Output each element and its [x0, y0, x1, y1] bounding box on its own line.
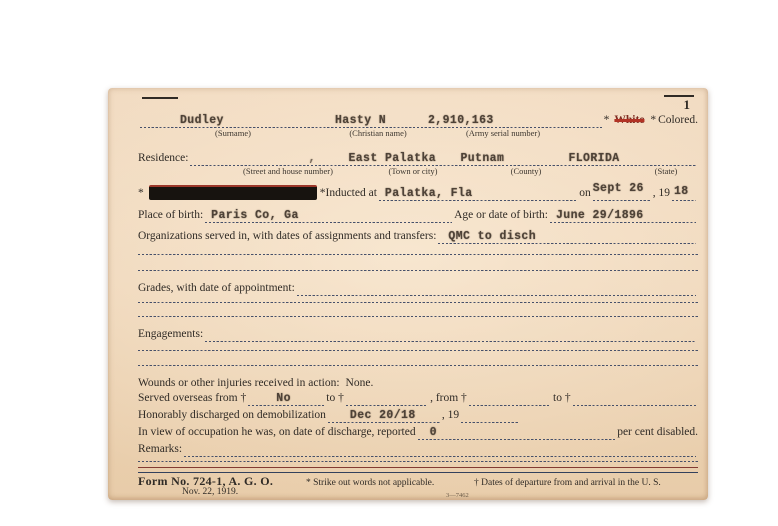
form-number: Form No. 724-1, A. G. O.	[138, 474, 274, 488]
on-label: on	[579, 186, 591, 199]
percent-disabled-label: per cent disabled.	[617, 425, 698, 438]
birth-row	[138, 206, 698, 223]
blank-line	[138, 349, 698, 351]
grades-row	[138, 281, 698, 296]
discharge-label: Honorably discharged on demobilization	[138, 408, 326, 421]
dotted-line	[297, 281, 696, 296]
residence-label: Residence:	[138, 151, 189, 164]
race-white-struck: White	[614, 113, 645, 126]
discharge-19-label: , 19	[441, 408, 460, 421]
dotted-line	[672, 186, 696, 201]
name-labels-row	[138, 129, 698, 139]
race-selector	[604, 113, 698, 128]
stray-mark: ,	[308, 152, 316, 165]
dotted-line	[184, 442, 696, 457]
spacer	[523, 408, 696, 423]
discharge-row	[138, 408, 698, 423]
blank-line	[138, 364, 698, 366]
organizations-row	[138, 227, 698, 244]
christian-name-label: (Christian name)	[349, 128, 407, 138]
town-label: (Town or city)	[388, 166, 438, 176]
dotted-line	[205, 327, 696, 342]
surname-value: Dudley	[180, 114, 224, 127]
disability-value: 0	[429, 426, 437, 439]
inducted-at-label: *Inducted at	[319, 186, 377, 199]
serial-number-label: (Army serial number)	[465, 128, 541, 138]
form-date: Nov. 22, 1919.	[182, 487, 239, 497]
residence-labels-row	[138, 167, 698, 177]
serial-number-value: 2,910,163	[428, 114, 494, 127]
induction-date-value: Sept 26	[592, 182, 644, 195]
dotted-line	[418, 425, 616, 440]
christian-name-value: Hasty N	[335, 114, 387, 127]
wounds-row	[138, 376, 698, 391]
dotted-line	[379, 186, 577, 201]
dotted-line	[573, 391, 696, 406]
county-label: (County)	[510, 166, 542, 176]
dotted-line	[248, 391, 324, 406]
asterisk: *	[603, 113, 610, 126]
discharge-date-value: Dec 20/18	[349, 409, 416, 422]
grades-label: Grades, with date of appointment:	[138, 281, 295, 294]
age-label: Age or date of birth:	[454, 208, 548, 221]
blank-line	[138, 460, 698, 462]
residence-town-value: East Palatka	[348, 152, 437, 165]
redaction-bar	[149, 185, 317, 200]
organizations-label: Organizations served in, with dates of assignments and transfers:	[138, 229, 437, 242]
dotted-line	[469, 391, 551, 406]
print-code: 3—7462	[446, 492, 469, 499]
dotted-line	[550, 208, 696, 223]
residence-state-value: FLORIDA	[568, 152, 620, 165]
strike-out-note: * Strike out words not applicable.	[306, 478, 435, 488]
residence-county-value: Putnam	[460, 152, 505, 165]
organizations-value: QMC to disch	[448, 230, 537, 243]
wounds-value: None.	[345, 376, 374, 389]
overseas-to1-label: to †	[326, 391, 344, 404]
birth-place-value: Paris Co, Ga	[211, 209, 299, 222]
blank-line	[138, 315, 698, 317]
blank-line	[138, 253, 698, 255]
overseas-to2-label: to †	[553, 391, 571, 404]
dotted-line	[346, 391, 428, 406]
birth-date-value: June 29/1896	[556, 209, 644, 222]
surname-label: (Surname)	[215, 128, 251, 138]
remarks-row	[138, 442, 698, 457]
page-number: 1	[683, 97, 690, 112]
departure-dates-note: † Dates of departure from and arrival in the U. S.	[474, 478, 661, 488]
asterisk: *	[650, 113, 657, 126]
dotted-line	[328, 408, 440, 423]
disability-row	[138, 425, 698, 440]
induction-year-value: 18	[674, 185, 689, 198]
blank-line	[138, 301, 698, 303]
engagements-label: Engagements:	[138, 327, 204, 340]
disability-label: In view of occupation he was, on date of discharge, reported	[138, 425, 416, 438]
dotted-line	[140, 113, 602, 128]
residence-row	[138, 147, 698, 166]
induction-place-value: Palatka, Fla	[384, 187, 473, 200]
overseas-from1-value: No	[276, 392, 291, 405]
blank-line	[138, 269, 698, 271]
state-label: (State)	[654, 166, 678, 176]
dotted-line	[461, 408, 519, 423]
year-19-label: , 19	[652, 186, 670, 199]
dotted-line	[190, 151, 696, 166]
dotted-line	[438, 229, 696, 244]
wounds-label: Wounds or other injuries received in action:	[138, 376, 340, 389]
served-overseas-label: Served overseas from †	[138, 391, 247, 404]
top-left-dash	[142, 97, 178, 99]
remarks-label: Remarks:	[138, 442, 183, 455]
service-record-card	[108, 88, 708, 500]
overseas-row	[138, 391, 698, 406]
place-of-birth-label: Place of birth:	[138, 208, 204, 221]
dotted-line	[205, 208, 452, 223]
induction-row	[138, 184, 698, 201]
overseas-from2-label: , from †	[430, 391, 467, 404]
name-row	[138, 109, 698, 128]
engagements-row	[138, 327, 698, 342]
dotted-line	[592, 182, 651, 201]
race-colored-label: Colored.	[658, 113, 698, 126]
asterisk: *	[138, 186, 144, 199]
footer-double-rule	[138, 467, 698, 473]
street-label: (Street and house number)	[243, 166, 333, 176]
